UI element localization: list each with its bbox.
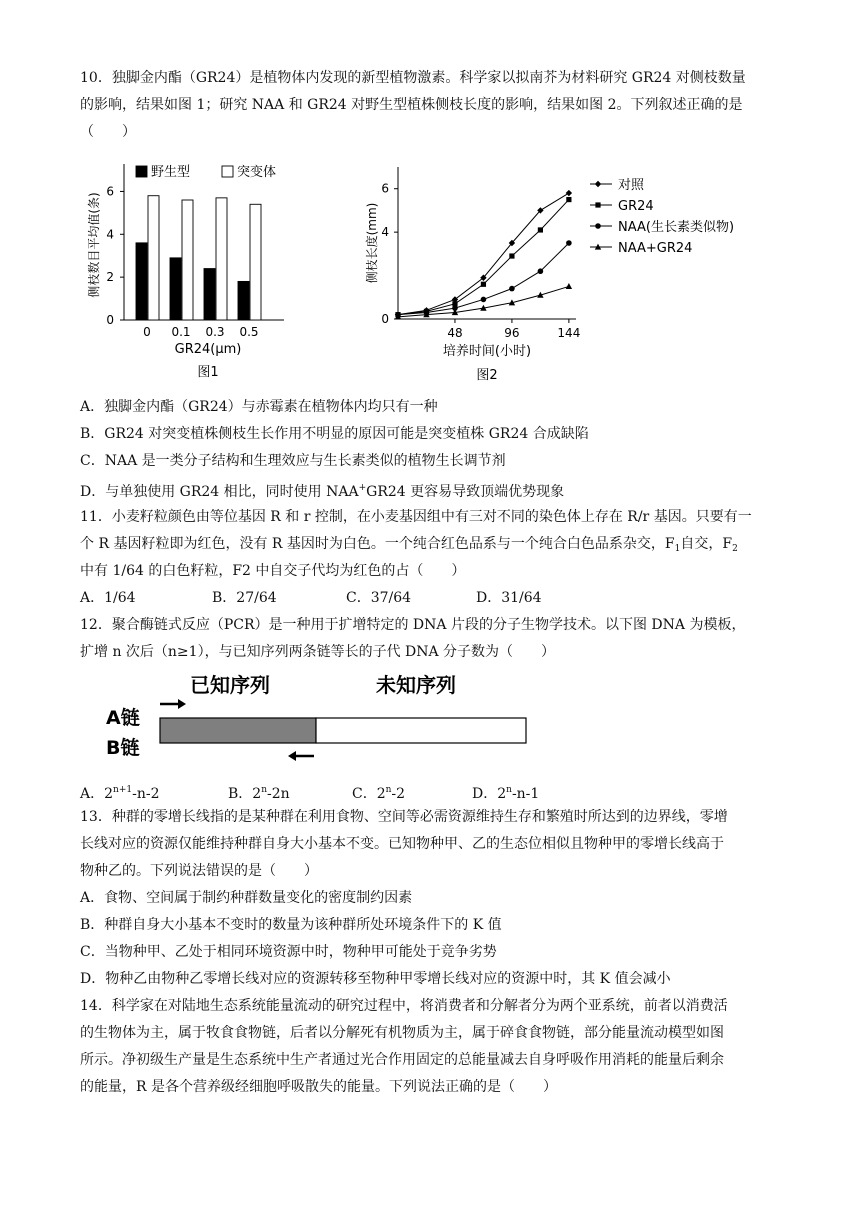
unknown-sequence-label: 未知序列	[376, 673, 456, 697]
q12-option-c-sup: n	[385, 785, 392, 795]
q12-option-c	[352, 780, 405, 804]
legend-label: NAA(生长素类似物)	[618, 220, 735, 235]
data-point	[481, 297, 487, 303]
q10-option-d	[80, 478, 564, 502]
data-point	[538, 268, 544, 274]
q12-option-c-rest: -2	[391, 786, 406, 802]
q12-option-b-text: B．2	[228, 786, 262, 802]
legend-marker	[595, 223, 601, 229]
legend-marker	[595, 181, 601, 187]
a-chain-label: A链	[106, 707, 140, 729]
x-tick-label: 96	[504, 326, 520, 340]
q13-stem-line2: 长线对应的资源仅能维持种群自身大小基本不变。已知物种甲、乙的生态位相似且物种甲的零增长线高于	[80, 836, 724, 852]
y-tick-label: 2	[106, 270, 114, 285]
y-tick-label: 6	[381, 181, 389, 196]
q10-option-d-sup: +	[358, 483, 367, 493]
q11-option-d: D．31/64	[476, 590, 542, 606]
bar-wildtype	[170, 258, 181, 320]
dna-template-diagram	[100, 668, 540, 768]
q11-stem-line3: 中有 1/64 的白色籽粒，F2 中自交子代均为红色的占（ ）	[80, 563, 466, 579]
q10-stem-line3: （ ）	[80, 124, 136, 140]
legend-label: NAA+GR24	[618, 241, 693, 256]
q12-option-a-text: A．2	[80, 786, 114, 802]
b-chain-arrow	[288, 751, 314, 761]
q11-stem-line2-text: 个 R 基因籽粒即为红色，没有 R 基因时为白色。一个纯合红色品系与一个纯合白色品系杂交，F	[80, 536, 675, 552]
legend-swatch	[222, 166, 233, 177]
q12-stem-line1: 12．聚合酶链式反应（PCR）是一种用于扩增特定的 DNA 片段的分子生物学技术。以下图 DNA 为模板，	[80, 617, 746, 633]
data-point	[566, 240, 572, 246]
data-point	[509, 286, 515, 292]
y-tick-label: 0	[381, 312, 389, 326]
figure-caption: 图2	[476, 368, 498, 383]
y-tick-label: 4	[381, 225, 389, 240]
q10-option-d-text: D．与单独使用 GR24 相比，同时使用 NAA	[80, 484, 359, 500]
x-tick-label: 48	[447, 326, 463, 340]
q11-option-b: B．27/64	[212, 590, 277, 606]
bar-wildtype	[204, 269, 215, 320]
q13-stem-line1: 13．种群的零增长线指的是某种群在利用食物、空间等必需资源维持生存和繁殖时所达到的边界线，零增	[80, 809, 728, 825]
q11-stem-line1: 11．小麦籽粒颜色由等位基因 R 和 r 控制，在小麦基因组中有三对不同的染色体上存在 R/r 基因。只要有一	[80, 509, 752, 525]
q10-option-d-rest: GR24 更容易导致顶端优势现象	[366, 484, 565, 500]
q10-stem-line2: 的影响，结果如图 1；研究 NAA 和 GR24 对野生型植株侧枝长度的影响，结果如图 2。下列叙述正确的是	[80, 97, 743, 113]
y-axis-label: 侧枝数目平均值(条)	[87, 192, 101, 298]
legend-marker	[595, 202, 600, 207]
legend-label: 突变体	[237, 165, 277, 180]
legend-swatch	[136, 166, 147, 177]
y-axis-label: 侧枝长度(mm)	[365, 202, 379, 284]
series-line	[398, 193, 569, 315]
q12-option-c-text: C．2	[352, 786, 386, 802]
q10-option-c: C．NAA 是一类分子结构和生理效应与生长素类似的植物生长调节剂	[80, 453, 506, 469]
q13-option-b: B．种群自身大小基本不变时的数量为该种群所处环境条件下的 K 值	[80, 917, 502, 933]
data-point	[538, 227, 543, 232]
q10-option-b: B．GR24 对突变植株侧枝生长作用不明显的原因可能是突变植株 GR24 合成缺陷	[80, 426, 589, 442]
y-tick-label: 0	[106, 313, 114, 327]
q13-option-a: A．食物、空间属于制约种群数量变化的密度制约因素	[80, 890, 413, 906]
x-axis-label: GR24(μm)	[174, 342, 242, 357]
data-point	[509, 253, 514, 258]
q12-option-a-sup: n+1	[113, 785, 133, 795]
x-tick-label: 144	[557, 326, 581, 340]
q14-stem-line3: 所示。净初级生产量是生态系统中生产者通过光合作用固定的总能量减去自身呼吸作用消耗的能量后剩余	[80, 1052, 724, 1068]
data-point	[566, 283, 572, 289]
q11-option-c: C．37/64	[346, 590, 412, 606]
x-tick-label: 0.5	[239, 325, 259, 339]
bar-wildtype	[238, 281, 249, 320]
bar-mutant	[250, 204, 261, 320]
x-tick-label: 0.1	[171, 325, 191, 339]
q10-option-a: A．独脚金内酯（GR24）与赤霉素在植物体内均只有一种	[80, 399, 438, 415]
q11-option-a: A．1/64	[80, 590, 136, 606]
q12-option-d-rest: -n-1	[511, 786, 540, 802]
q10-stem-line1: 10．独脚金内酯（GR24）是植物体内发现的新型植物激素。科学家以拟南芥为材料研究 GR24 对侧枝数量	[80, 70, 746, 86]
q12-option-d	[472, 780, 539, 804]
legend-label: 对照	[618, 178, 645, 193]
q12-option-d-sup: n	[506, 785, 512, 795]
y-tick-label: 6	[106, 184, 114, 199]
q13-option-d: D．物种乙由物种乙零增长线对应的资源转移至物种甲零增长线对应的资源中时，其 K 值会减小	[80, 971, 671, 987]
legend-label: GR24	[618, 199, 654, 214]
q14-stem-line1: 14．科学家在对陆地生态系统能量流动的研究过程中，将消费者和分解者分为两个亚系统，前者以消费活	[80, 998, 728, 1014]
q12-option-a-rest: -n-2	[132, 786, 160, 802]
q14-stem-line4: 的能量，R 是各个营养级经细胞呼吸散失的能量。下列说法正确的是（ ）	[80, 1079, 557, 1095]
y-tick-label: 4	[106, 227, 114, 242]
data-point	[566, 197, 571, 202]
b-chain-label: B链	[106, 737, 140, 759]
figure1-bar-chart	[84, 158, 314, 383]
data-point	[481, 282, 486, 287]
q11-stem-line2	[80, 534, 738, 559]
x-tick-label: 0	[143, 325, 151, 339]
q11-stem-line2-mid: 自交，F	[680, 536, 733, 552]
bar-wildtype	[136, 243, 147, 320]
figure-caption: 图1	[197, 365, 219, 380]
q12-stem-line2: 扩增 n 次后（n≥1），与已知序列两条链等长的子代 DNA 分子数为（ ）	[80, 644, 556, 660]
known-sequence-block	[160, 718, 316, 743]
x-tick-label: 0.3	[205, 325, 225, 339]
q12-option-b-rest: -2n	[267, 786, 290, 802]
q12-option-a	[80, 780, 160, 804]
q13-option-c: C．当物种甲、乙处于相同环境资源中时，物种甲可能处于竞争劣势	[80, 944, 497, 960]
a-chain-arrow	[160, 699, 186, 709]
bar-mutant	[148, 196, 159, 320]
q12-option-b	[228, 780, 290, 804]
bar-mutant	[182, 200, 193, 320]
q12-option-b-sup: n	[261, 785, 267, 795]
unknown-sequence-block	[316, 718, 526, 743]
figure2-line-chart	[358, 164, 788, 384]
x-axis-label: 培养时间(小时)	[442, 344, 532, 359]
data-point	[566, 190, 572, 196]
q11-f2-sub: 2	[732, 544, 738, 554]
q14-stem-line2: 的生物体为主，属于牧食食物链，后者以分解死有机物质为主，属于碎食食物链，部分能量流动模型如图	[80, 1025, 724, 1041]
q11-f1-sub: 1	[674, 544, 681, 554]
q12-option-d-text: D．2	[472, 786, 507, 802]
known-sequence-label: 已知序列	[190, 673, 270, 697]
q13-stem-line3: 物种乙的。下列说法错误的是（ ）	[80, 863, 318, 879]
legend-label: 野生型	[151, 165, 191, 180]
bar-mutant	[216, 198, 227, 320]
